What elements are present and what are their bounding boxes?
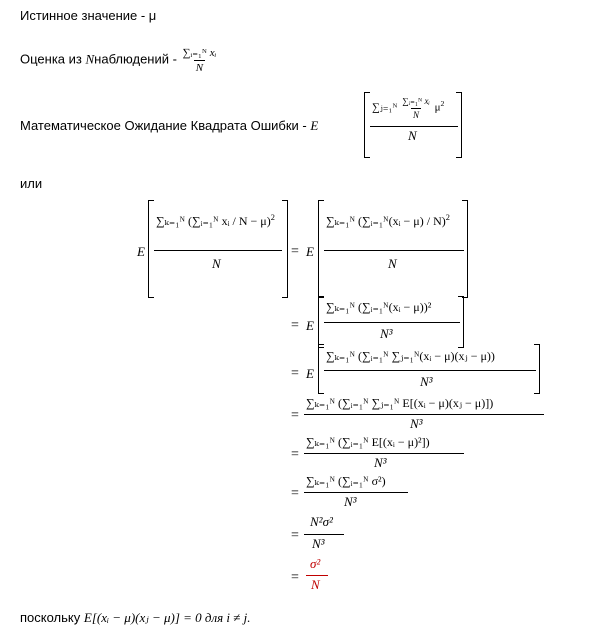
estimate-line — [20, 46, 218, 74]
x-i: xᵢ — [209, 47, 217, 59]
equals-6: = — [291, 486, 299, 501]
rhs1-fraction-bar — [324, 250, 464, 251]
estimate-label: Оценка из — [20, 51, 82, 67]
step2-e: E — [306, 366, 314, 381]
lhs-square: 2 — [270, 213, 275, 222]
sum-j: ∑ⱼ₌₁ᴺ — [372, 101, 398, 114]
or-label: или — [20, 176, 43, 191]
mse-square: 2 — [440, 98, 445, 108]
since-line — [20, 610, 251, 626]
step6-fraction-bar — [304, 534, 344, 535]
equals-5: = — [291, 447, 299, 462]
lhs-right-bracket — [282, 200, 288, 298]
step2-right-bracket — [534, 344, 540, 394]
step1-e: E — [306, 318, 314, 333]
mse-left-bracket — [364, 92, 370, 158]
step2-denominator: N³ — [420, 374, 433, 389]
step6-denominator: N³ — [312, 536, 325, 551]
mse-mu: μ — [434, 101, 441, 114]
step2-fraction-bar — [324, 370, 536, 371]
mse-right-bracket — [456, 92, 462, 158]
step4-fraction-bar — [304, 453, 464, 454]
lhs-e: E — [137, 244, 145, 259]
lhs-inner: (∑ᵢ₌₁ᴺ xᵢ / N − μ) — [188, 214, 271, 228]
estimate-denominator: N — [195, 62, 204, 74]
rhs1-numerator — [326, 214, 450, 229]
rhs1-inner: (∑ᵢ₌₁ᴺ(xᵢ − μ) / N) — [358, 214, 446, 228]
lhs-left-bracket — [148, 200, 154, 298]
step5-denominator: N³ — [344, 494, 357, 509]
equals-7: = — [291, 528, 299, 543]
step6-numerator: N²σ² — [310, 514, 333, 529]
equals-8: = — [291, 570, 299, 585]
rhs1-sum-k: ∑ₖ₌₁ᴺ — [326, 214, 355, 228]
x-i-2: xᵢ — [424, 96, 430, 106]
step4-numerator: ∑ₖ₌₁ᴺ (∑ᵢ₌₁ᴺ E[(xᵢ − μ)²]) — [306, 435, 430, 449]
step1-right-bracket — [458, 296, 464, 348]
estimate-fraction — [181, 46, 219, 74]
rhs1-square: 2 — [445, 213, 450, 222]
step3-fraction-bar — [304, 414, 544, 415]
mse-denominator: N — [408, 128, 417, 143]
rhs1-left-bracket — [318, 200, 324, 298]
mse-fraction-bar — [370, 126, 458, 127]
equals-3: = — [291, 366, 299, 381]
step1-fraction-bar — [324, 322, 460, 323]
result-denominator: N — [311, 577, 320, 592]
since-label: поскольку — [20, 610, 81, 625]
lhs-numerator — [156, 214, 275, 229]
estimate-n: N — [85, 51, 95, 67]
estimate-numerator — [181, 46, 219, 60]
equals-2: = — [291, 318, 299, 333]
step1-numerator: ∑ₖ₌₁ᴺ (∑ᵢ₌₁ᴺ(xᵢ − μ))² — [326, 300, 432, 314]
step3-numerator: ∑ₖ₌₁ᴺ (∑ᵢ₌₁ᴺ ∑ⱼ₌₁ᴺ E[(xᵢ − μ)(xⱼ − μ)]) — [306, 396, 494, 410]
result-fraction-bar — [306, 575, 328, 576]
mse-e: E — [310, 118, 319, 133]
rhs1-right-bracket — [462, 200, 468, 298]
true-value-line: Истинное значение - μ — [20, 8, 157, 23]
lhs-fraction-bar — [154, 250, 282, 251]
estimate-rest: наблюдений - — [94, 51, 177, 67]
equals-1: = — [291, 244, 299, 259]
step4-denominator: N³ — [374, 455, 387, 470]
mse-inner-num — [400, 96, 432, 108]
rhs1-e: E — [306, 244, 314, 259]
mse-numerator — [372, 96, 444, 120]
equals-4: = — [291, 408, 299, 423]
sum-i-2: ∑ᵢ₌₁ᴺ — [402, 96, 423, 106]
lhs-denominator: N — [212, 256, 221, 271]
step5-numerator: ∑ₖ₌₁ᴺ (∑ᵢ₌₁ᴺ σ²) — [306, 474, 386, 488]
since-formula: E[(xᵢ − μ)(xⱼ − μ)] = 0 для i ≠ j. — [83, 610, 251, 625]
mse-label: Математическое Ожидание Квадрата Ошибки - — [20, 118, 307, 133]
step3-denominator: N³ — [410, 416, 423, 431]
lhs-sum-k: ∑ₖ₌₁ᴺ — [156, 214, 185, 228]
step5-fraction-bar — [304, 492, 408, 493]
step1-denominator: N³ — [380, 326, 393, 341]
mse-inner-frac — [400, 96, 432, 120]
result-numerator: σ² — [310, 556, 321, 571]
mse-inner-den: N — [413, 110, 420, 120]
mse-line — [20, 118, 318, 134]
rhs1-denominator: N — [388, 256, 397, 271]
step2-numerator: ∑ₖ₌₁ᴺ (∑ᵢ₌₁ᴺ ∑ⱼ₌₁ᴺ(xᵢ − μ)(xⱼ − μ)) — [326, 349, 495, 363]
sum-i: ∑ᵢ₌₁ᴺ — [182, 47, 207, 59]
step2-left-bracket — [318, 344, 324, 394]
